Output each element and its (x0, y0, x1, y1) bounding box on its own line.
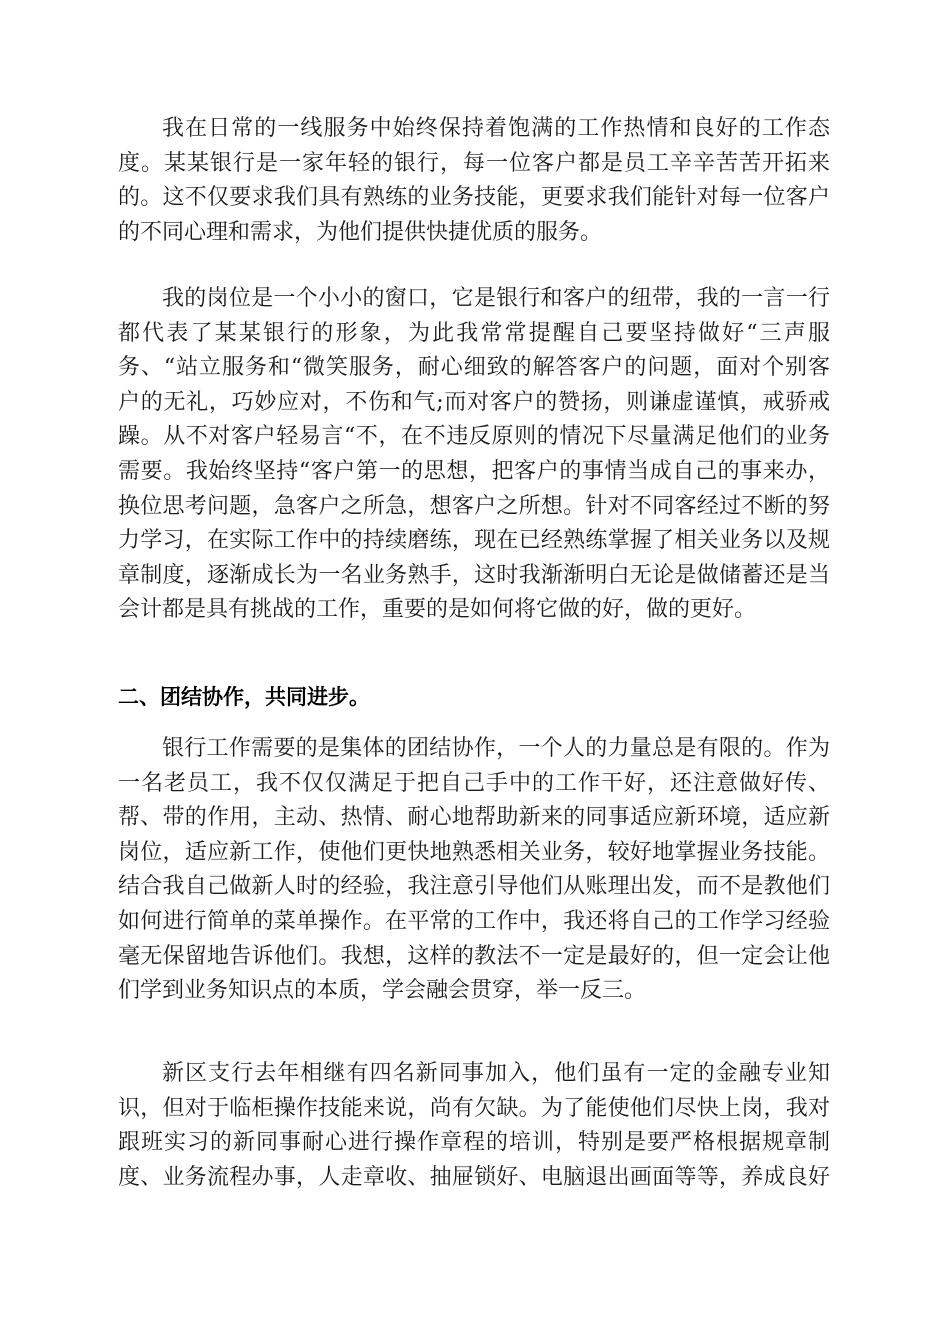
text-line: 躁。从不对客户轻易言“不，在不违反原则的情况下尽量满足他们的业务 (118, 424, 830, 450)
text-line: 岗位，适应新工作，使他们更快地熟悉相关业务，较好地掌握业务技能。 (118, 839, 830, 865)
text-line: 都代表了某某银行的形象，为此我常常提醒自己要坚持做好“三声服 (118, 320, 830, 346)
text-line: 的不同心理和需求，为他们提供快捷优质的服务。 (118, 219, 603, 245)
text-line: 的。这不仅要求我们具有熟练的业务技能，更要求我们能针对每一位客户 (118, 185, 830, 211)
text-line: 务、“站立服务和“微笑服务，耐心细致的解答客户的问题，面对个别客 (118, 355, 830, 381)
text-line: 如何进行简单的菜单操作。在平常的工作中，我还将自己的工作学习经验 (118, 908, 830, 934)
text-line: 们学到业务知识点的本质，学会融会贯穿，举一反三。 (118, 978, 647, 1004)
text-line: 会计都是具有挑战的工作，重要的是如何将它做的好，做的更好。 (118, 597, 757, 623)
text-line: 度、业务流程办事，人走章收、抽屉锁好、电脑退出画面等等，养成良好 (118, 1164, 830, 1190)
section-heading: 二、团结协作，共同进步。 (118, 685, 370, 709)
text-line: 力学习，在实际工作中的持续磨练，现在已经熟练掌握了相关业务以及规 (118, 528, 830, 554)
text-line: 户的无礼，巧妙应对，不伤和气;而对客户的赞扬，则谦虚谨慎，戒骄戒 (118, 389, 830, 415)
text-line: 毫无保留地告诉他们。我想，这样的教法不一定是最好的，但一定会让他 (118, 943, 830, 969)
paragraph-2 (118, 282, 830, 628)
paragraph-4 (118, 1057, 830, 1195)
paragraph-1 (118, 112, 830, 250)
text-line: 结合我自己做新人时的经验，我注意引导他们从账理出发，而不是教他们 (118, 874, 830, 900)
text-line: 跟班实习的新同事耐心进行操作章程的培训，特别是要严格根据规章制 (118, 1130, 830, 1156)
text-line: 需要。我始终坚持“客户第一的思想，把客户的事情当成自己的事来办， (118, 458, 830, 484)
text-line: 度。某某银行是一家年轻的银行，每一位客户都是员工辛辛苦苦开拓来 (118, 150, 830, 176)
text-line: 我在日常的一线服务中始终保持着饱满的工作热情和良好的工作态 (162, 116, 830, 141)
text-line: 章制度，逐渐成长为一名业务熟手，这时我渐渐明白无论是做储蓄还是当 (118, 562, 830, 588)
paragraph-3 (118, 732, 830, 1009)
text-line: 我的岗位是一个小小的窗口，它是银行和客户的纽带，我的一言一行 (162, 286, 830, 311)
text-line: 一名老员工，我不仅仅满足于把自己手中的工作干好，还注意做好传、 (118, 770, 830, 796)
text-line: 识，但对于临柜操作技能来说，尚有欠缺。为了能使他们尽快上岗，我对 (118, 1095, 830, 1121)
text-line: 换位思考问题，急客户之所急，想客户之所想。针对不同客经过不断的努 (118, 493, 830, 519)
text-line: 银行工作需要的是集体的团结协作，一个人的力量总是有限的。作为 (162, 736, 830, 761)
text-line: 帮、带的作用，主动、热情、耐心地帮助新来的同事适应新环境，适应新 (118, 805, 830, 831)
text-line: 新区支行去年相继有四名新同事加入，他们虽有一定的金融专业知 (162, 1061, 830, 1086)
